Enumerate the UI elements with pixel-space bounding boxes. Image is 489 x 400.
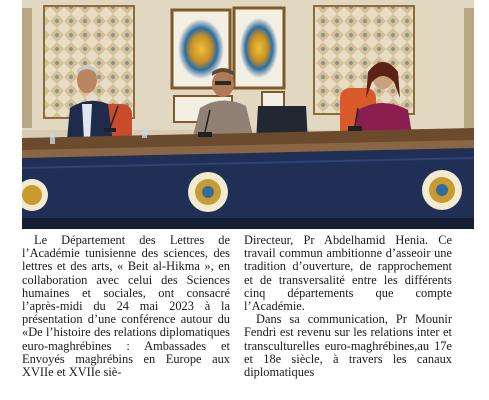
article-paragraph: Le Département des Lettres de l’Académie tunisienne des sciences, des lettres et des arts, « Beit al-Hikma », en collaboration avec celui des Sciences humaines et sociales, ont consacré l’après-midi du 24 mai 2023 à la présentation d’une conférence autour du «De l’histoire des relations diplomatiques euro-maghrébines : Ambassades et Envoyés maghrébins en Europe aux XVIIe et XVIIe siè- xyxy=(22,234,230,380)
article-column-right xyxy=(244,234,452,400)
article-paragraph-continued: Directeur, Pr Abdelhamid Henia. Ce travail commun ambitionne d’asseoir une tradition d’ouverture, de rapprochement et de transversalité entre les différents cinq départements que compte l’Académie. xyxy=(244,234,452,314)
article-paragraph: Dans sa communication, Pr Mounir Fendri est revenu sur les relations inter et transculturelles euro-maghrébines,au 17e et 18e siècle, à travers les canaux diplomatiques xyxy=(244,312,452,380)
article-column-left xyxy=(22,234,230,400)
article-photo xyxy=(22,0,474,229)
